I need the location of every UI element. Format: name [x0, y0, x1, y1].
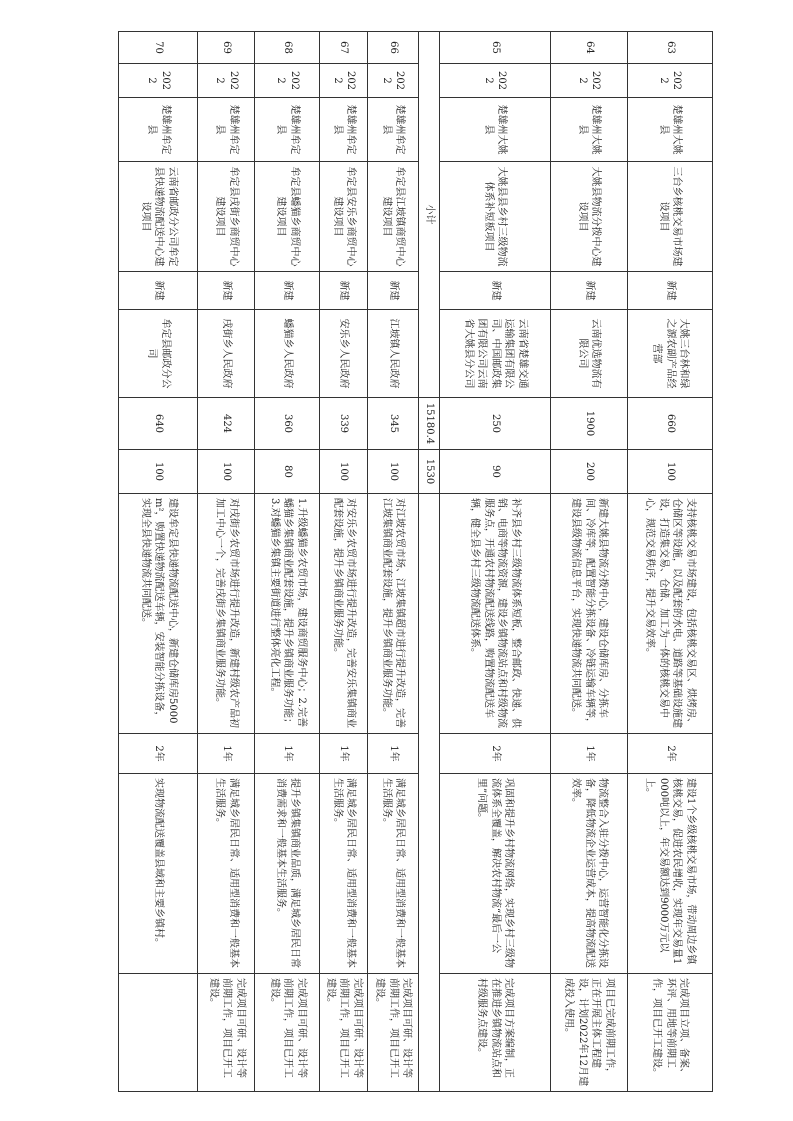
cell-benefit: 满足城乡居民日常、适用型消费和一般基本生活服务。	[198, 773, 255, 973]
cell-ratio: 80	[255, 449, 320, 493]
subtotal-ratio: 1530	[418, 449, 439, 493]
cell-progress: 完成项目方案编制，正在推进乡镇物流站点和村级服务点建设。	[439, 973, 550, 1091]
cell-type: 新建	[550, 271, 627, 309]
cell-county: 楚雄州牟定县	[198, 97, 255, 161]
cell-period: 2年	[439, 733, 550, 773]
cell-ratio: 100	[198, 449, 255, 493]
subtotal-investment: 15180.4	[418, 397, 439, 449]
cell-project-name: 牟定县江坡镇商贸中心建设项目	[367, 161, 418, 271]
cell-unit: 蟠猫乡人民政府	[255, 309, 320, 397]
table-row	[198, 31, 255, 1091]
cell-project-name: 云南省邮政分公司牟定县快递物流配送中心建设项目	[119, 161, 198, 271]
cell-year: 2022	[320, 63, 368, 97]
table-row	[627, 31, 712, 1091]
top-edge-cell	[712, 31, 747, 1091]
cell-type: 新建	[198, 271, 255, 309]
cell-project-name: 牟定县安乐乡商贸中心建设项目	[320, 161, 368, 271]
cell-year: 2022	[439, 63, 550, 97]
cell-ratio: 100	[119, 449, 198, 493]
cell-type: 新建	[119, 271, 198, 309]
cell-no: 68	[255, 31, 320, 63]
cell-project-name: 大姚县县乡村三级物流体系补短板项目	[439, 161, 550, 271]
cell-county: 楚雄州大姚县	[439, 97, 550, 161]
subtotal-blank	[418, 493, 439, 1091]
cell-year: 2022	[255, 63, 320, 97]
cell-unit: 牟定县邮政分公司	[119, 309, 198, 397]
cell-period: 1年	[550, 733, 627, 773]
table-row	[550, 31, 627, 1091]
cell-period: 2年	[627, 733, 712, 773]
cell-investment: 640	[119, 397, 198, 449]
cell-type: 新建	[439, 271, 550, 309]
cell-period: 1年	[255, 733, 320, 773]
cell-unit: 戌街乡人民政府	[198, 309, 255, 397]
cell-content: 对江坡农贸市场、江坡集镇超市进行提升改造，完善江坡集镇商业配套设施，提升乡镇商业服务功能。	[367, 493, 418, 733]
cell-county: 楚雄州大姚县	[550, 97, 627, 161]
cell-content: 新建大姚县物流分拨中心，建设仓储库房、分拣车间、冷库等，配置智能分拣设备、冷链运输车辆等，建设县级物流信息平台，实现快递物流共同配送。	[550, 493, 627, 733]
cell-project-name: 三台乡核桃交易市场建设项目	[627, 161, 712, 271]
cell-content: 支持核桃交易市场建设，包括核桃交易区、烘烤房、仓储区等设施，以及配套的水电、道路等基础设施建设，打造集交易、仓储、加工为一体的核桃交易中心，规范交易秩序，提升交易效率。	[627, 493, 712, 733]
cell-benefit: 满足城乡居民日常、适用型消费和一般基本生活服务。	[367, 773, 418, 973]
cell-content: 对安乐乡农贸市场进行提升改造，完善安乐集镇商业配套设施，提升乡镇商业服务功能。	[320, 493, 368, 733]
cell-project-name: 大姚县物流分拨中心建设项目	[550, 161, 627, 271]
cell-progress: 完成项目可研、设计等前期工作，项目已开工建设。	[367, 973, 418, 1091]
cell-year: 2022	[367, 63, 418, 97]
cell-unit: 大姚三台林和绿之源农副产品经营部	[627, 309, 712, 397]
cell-investment: 660	[627, 397, 712, 449]
project-table	[118, 31, 747, 1092]
cell-ratio: 100	[627, 449, 712, 493]
cell-no: 69	[198, 31, 255, 63]
cell-benefit: 建设1个乡级核桃交易市场，带动周边乡镇核桃交易，促进农民增收，实现年交易量1000吨以上，年交易额达到9000万元以上。	[627, 773, 712, 973]
cell-investment: 339	[320, 397, 368, 449]
cell-no: 64	[550, 31, 627, 63]
cell-benefit: 巩固和提升乡村物流网络，实现乡村三级物流体系全覆盖，解决农村物流“最后一公里”问题。	[439, 773, 550, 973]
cell-content: 建设牟定县快递物流配送中心，新建仓储库房5000m²，购置快递物流配送车辆，安装智能分拣设备，实现全县快递物流共同配送。	[119, 493, 198, 733]
cell-content: 对戌街乡农贸市场进行提升改造，新建村级农产品初加工中心一个，完善戌街乡集镇商业服务功能。	[198, 493, 255, 733]
cell-unit: 云南省楚雄交通运输集团有限公司、中国邮政集团有限公司云南省大姚县分公司	[439, 309, 550, 397]
cell-period: 1年	[320, 733, 368, 773]
cell-investment: 424	[198, 397, 255, 449]
cell-project-name: 牟定县戌街乡商贸中心建设项目	[198, 161, 255, 271]
table-row	[439, 31, 550, 1091]
cell-progress	[119, 973, 198, 1091]
cell-benefit: 实现物流配送覆盖县域和主要乡镇村。	[119, 773, 198, 973]
cell-type: 新建	[627, 271, 712, 309]
table-row	[320, 31, 368, 1091]
cell-content: 1.升级蟠猫乡农贸市场，建设商贸服务中心；2.完善蟠猫乡集镇商业配套设施，提升乡镇商业服务功能；3.对蟠猫乡集镇主要街道进行整体亮化工程。	[255, 493, 320, 733]
cell-county: 楚雄州牟定县	[119, 97, 198, 161]
cell-year: 2022	[627, 63, 712, 97]
cell-progress: 完成项目可研、设计等前期工作，项目已开工建设。	[320, 973, 368, 1091]
cell-progress: 项目已完成前期工作，正在开展主体工程建设，计划2022年12月建成投入使用。	[550, 973, 627, 1091]
cell-county: 楚雄州牟定县	[320, 97, 368, 161]
cell-progress: 完成项目可研、设计等前期工作，项目已开工建设。	[198, 973, 255, 1091]
cell-content: 补齐县乡村三级物流体系短板，整合邮政、快递、供销、电商等物流资源，建设乡镇物流站点和村级物流服务点，开通农村物流配送线路，购置物流配送车辆，健全县乡村三级物流配送体系。	[439, 493, 550, 733]
cell-ratio: 90	[439, 449, 550, 493]
cell-investment: 250	[439, 397, 550, 449]
cell-period: 2年	[119, 733, 198, 773]
cell-no: 63	[627, 31, 712, 63]
table-row	[255, 31, 320, 1091]
cell-type: 新建	[320, 271, 368, 309]
cell-year: 2022	[550, 63, 627, 97]
rotated-table-wrapper	[47, 31, 747, 1091]
cell-progress: 完成项目立项、备案、环评、用地等前期工作，项目已开工建设。	[627, 973, 712, 1091]
cell-county: 楚雄州牟定县	[367, 97, 418, 161]
cell-year: 2022	[198, 63, 255, 97]
cell-investment: 345	[367, 397, 418, 449]
table-row	[119, 31, 198, 1091]
cell-unit: 云南优选物流有限公司	[550, 309, 627, 397]
cell-no: 65	[439, 31, 550, 63]
cell-type: 新建	[255, 271, 320, 309]
cell-period: 1年	[198, 733, 255, 773]
cell-ratio: 100	[320, 449, 368, 493]
cell-type: 新建	[367, 271, 418, 309]
subtotal-row	[418, 31, 439, 1091]
cell-no: 67	[320, 31, 368, 63]
cell-period: 1年	[367, 733, 418, 773]
cell-project-name: 牟定县蟠猫乡商贸中心建设项目	[255, 161, 320, 271]
cell-unit: 江坡镇人民政府	[367, 309, 418, 397]
cell-investment: 360	[255, 397, 320, 449]
cell-unit: 安乐乡人民政府	[320, 309, 368, 397]
cell-benefit: 提升乡镇集镇商业品质，满足城乡居民日常消费需求和一般基本生活服务。	[255, 773, 320, 973]
cell-no: 70	[119, 31, 198, 63]
table-row	[367, 31, 418, 1091]
cell-investment: 1900	[550, 397, 627, 449]
cell-county: 楚雄州大姚县	[627, 97, 712, 161]
cell-benefit: 满足城乡居民日常、适用型消费和一般基本生活服务。	[320, 773, 368, 973]
cell-ratio: 200	[550, 449, 627, 493]
top-edge-row	[712, 31, 747, 1091]
cell-no: 66	[367, 31, 418, 63]
cell-year: 2022	[119, 63, 198, 97]
cell-ratio: 100	[367, 449, 418, 493]
cell-benefit: 物流整合入驻分拨中心，运营智能化分拣设备，降低物流企业运营成本，提高物流配送效率。	[550, 773, 627, 973]
cell-progress: 完成项目可研、设计等前期工作，项目已开工建设。	[255, 973, 320, 1091]
cell-county: 楚雄州牟定县	[255, 97, 320, 161]
subtotal-label: 小计	[418, 31, 439, 397]
